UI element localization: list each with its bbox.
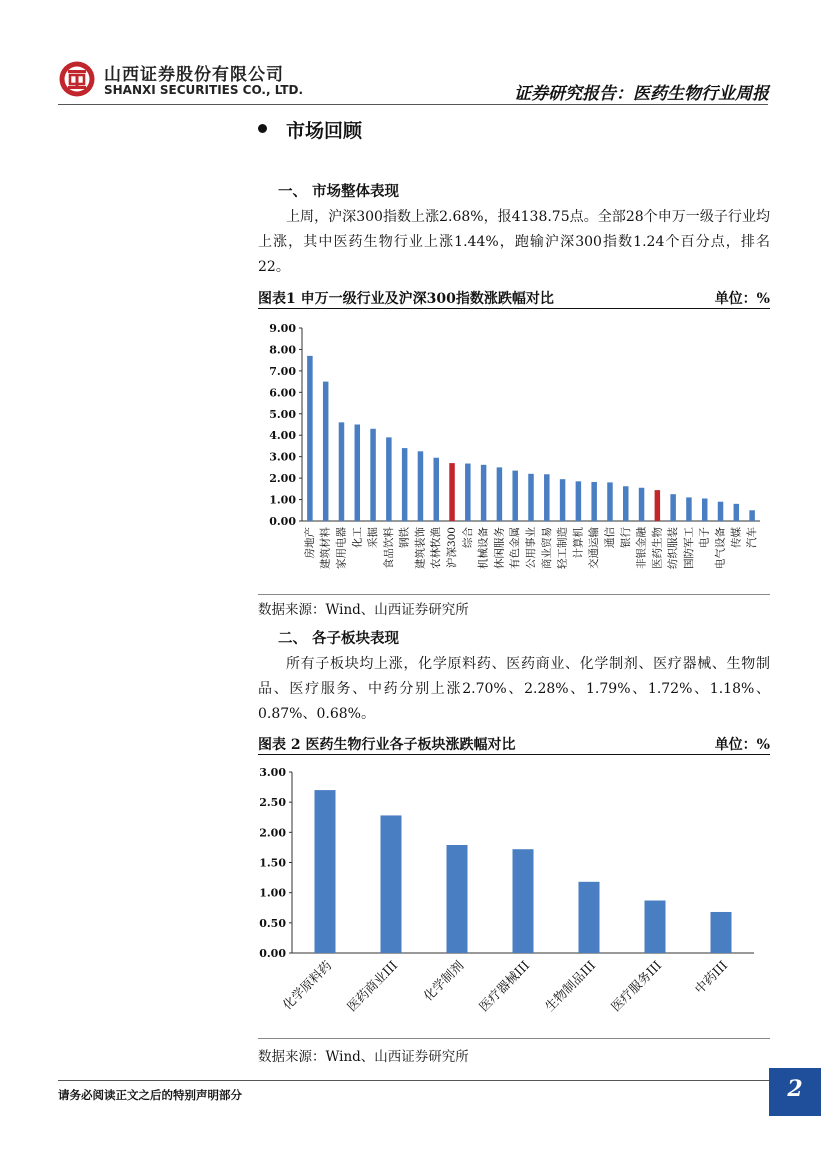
bar	[639, 488, 645, 521]
y-tick-label: 2.00	[259, 826, 286, 840]
market-paragraph: 上周，沪深300指数上涨2.68%，报4138.75点。全部28个申万一级子行业均上涨，其中医药生物行业上涨1.44%，跑输沪深300指数1.24个百分点，排名22。	[258, 209, 770, 275]
y-tick-label: 0.00	[269, 515, 296, 528]
x-tick-label: 化学原料药	[279, 957, 335, 1013]
y-tick-label: 3.00	[269, 450, 296, 464]
figure1-unit: 单位：%	[714, 291, 770, 307]
x-tick-label: 轻工制造	[556, 527, 569, 569]
x-tick-label: 医药生物	[651, 527, 664, 569]
company-name-cn: 山西证券股份有限公司	[104, 65, 284, 85]
footer-divider	[58, 1080, 770, 1081]
x-tick-label: 钢铁	[398, 527, 411, 548]
subsector-paragraph: 所有子板块均上涨，化学原料药、医药商业、化学制剂、医疗器械、生物制品、医疗服务、中药分别上涨2.70%、2.28%、1.79%、1.72%、1.18%、0.87%、0.68%。	[258, 656, 770, 722]
x-tick-label: 汽车	[746, 527, 759, 548]
subsector-heading: 二、 各子板块表现	[278, 630, 400, 647]
bar	[576, 481, 582, 521]
bar	[670, 494, 676, 521]
y-tick-label: 1.00	[269, 493, 296, 507]
bar	[339, 422, 345, 521]
y-tick-label: 2.00	[269, 472, 296, 486]
x-tick-label: 计算机	[572, 527, 585, 559]
header-divider	[58, 104, 768, 105]
x-tick-label: 农林牧渔	[430, 527, 443, 569]
y-tick-label: 0.00	[259, 947, 286, 960]
x-tick-label: 化学制剂	[420, 957, 467, 1004]
bar	[607, 482, 613, 521]
x-tick-label: 食品饮料	[382, 527, 395, 569]
bar	[481, 465, 487, 521]
y-tick-label: 1.50	[259, 856, 286, 870]
figure2-source: 数据来源：Wind、山西证券研究所	[258, 1049, 469, 1065]
bar	[433, 458, 439, 521]
x-tick-label: 传媒	[730, 527, 743, 548]
bar	[323, 382, 329, 521]
bar	[447, 845, 468, 953]
company-logo	[58, 60, 96, 98]
x-tick-label: 休闲服务	[493, 527, 506, 569]
x-tick-label: 中药III	[691, 957, 731, 997]
figure2-title: 图表 2 医药生物行业各子板块涨跌幅对比	[258, 737, 516, 753]
x-tick-label: 银行	[619, 527, 632, 548]
section-bullet-icon	[258, 124, 267, 133]
y-tick-label: 8.00	[269, 343, 296, 357]
bar	[528, 474, 534, 521]
x-tick-label: 家用电器	[335, 527, 348, 569]
x-tick-label: 医疗服务III	[607, 957, 665, 1015]
x-tick-label: 沪深300	[446, 527, 459, 569]
bar	[655, 490, 661, 521]
x-tick-label: 公用事业	[525, 527, 537, 569]
x-tick-label: 采掘	[367, 527, 380, 548]
x-tick-label: 综合	[461, 527, 474, 548]
bar	[711, 912, 732, 953]
x-tick-label: 国防军工	[682, 527, 695, 569]
figure1-bottom-rule	[258, 594, 770, 595]
bar	[418, 451, 424, 521]
bar	[645, 901, 666, 953]
section-title: 市场回顾	[286, 120, 363, 142]
y-tick-label: 5.00	[269, 407, 296, 421]
x-tick-label: 化工	[351, 527, 364, 548]
footer-disclaimer: 请务必阅读正文之后的特别声明部分	[58, 1088, 242, 1102]
x-tick-label: 电气设备	[714, 527, 727, 569]
bar	[734, 504, 740, 521]
figure1-title: 图表1 申万一级行业及沪深300指数涨跌幅对比	[258, 291, 554, 307]
bar	[560, 479, 566, 521]
x-tick-label: 电子	[698, 527, 711, 548]
bar	[749, 510, 755, 521]
x-tick-label: 交通运输	[588, 527, 601, 569]
company-name-en: SHANXI SECURITIES CO., LTD.	[104, 83, 304, 97]
bar	[718, 502, 724, 521]
x-tick-label: 医疗器械III	[475, 957, 533, 1015]
x-tick-label: 生物制品III	[541, 957, 599, 1015]
bar	[402, 448, 408, 521]
market-heading: 一、 市场整体表现	[278, 183, 400, 200]
x-tick-label: 建筑装饰	[414, 527, 427, 569]
bar	[591, 482, 597, 521]
y-tick-label: 1.00	[259, 886, 286, 900]
bar	[579, 882, 600, 953]
figure2-rule	[258, 754, 770, 755]
bar	[686, 497, 692, 521]
x-tick-label: 纺织服装	[667, 527, 680, 569]
bar	[512, 471, 518, 521]
figure2-bottom-rule	[258, 1038, 770, 1039]
bar	[623, 486, 629, 521]
bar	[381, 815, 402, 953]
x-tick-label: 通信	[603, 527, 616, 548]
bar	[386, 437, 392, 521]
y-tick-label: 2.50	[259, 796, 286, 810]
x-tick-label: 医药商业III	[343, 957, 401, 1015]
y-tick-label: 3.00	[259, 766, 286, 779]
bar	[465, 464, 471, 521]
y-tick-label: 4.00	[269, 429, 296, 443]
bar	[355, 425, 361, 522]
x-tick-label: 有色金属	[509, 527, 522, 569]
x-tick-label: 机械设备	[477, 527, 490, 569]
bar	[544, 474, 550, 521]
chart-subsector-returns	[258, 758, 770, 1036]
bar	[702, 498, 708, 521]
x-tick-label: 商业贸易	[540, 527, 553, 569]
figure1-rule	[258, 308, 770, 309]
bar	[307, 356, 313, 521]
bar	[370, 429, 376, 521]
y-tick-label: 9.00	[269, 322, 296, 335]
page-number: 2	[787, 1076, 803, 1102]
figure1-source: 数据来源：Wind、山西证券研究所	[258, 602, 469, 618]
x-tick-label: 非银金融	[635, 527, 648, 569]
x-tick-label: 建筑材料	[319, 527, 332, 569]
y-tick-label: 0.50	[259, 916, 286, 930]
y-tick-label: 6.00	[269, 386, 296, 400]
bar	[513, 849, 534, 953]
y-tick-label: 7.00	[269, 364, 296, 378]
x-tick-label: 房地产	[303, 527, 316, 559]
report-title: 证券研究报告：医药生物行业周报	[514, 84, 769, 104]
figure2-unit: 单位：%	[714, 737, 770, 753]
bar	[449, 463, 455, 521]
bar	[315, 790, 336, 953]
chart-industry-returns	[258, 312, 770, 592]
bar	[497, 467, 503, 521]
